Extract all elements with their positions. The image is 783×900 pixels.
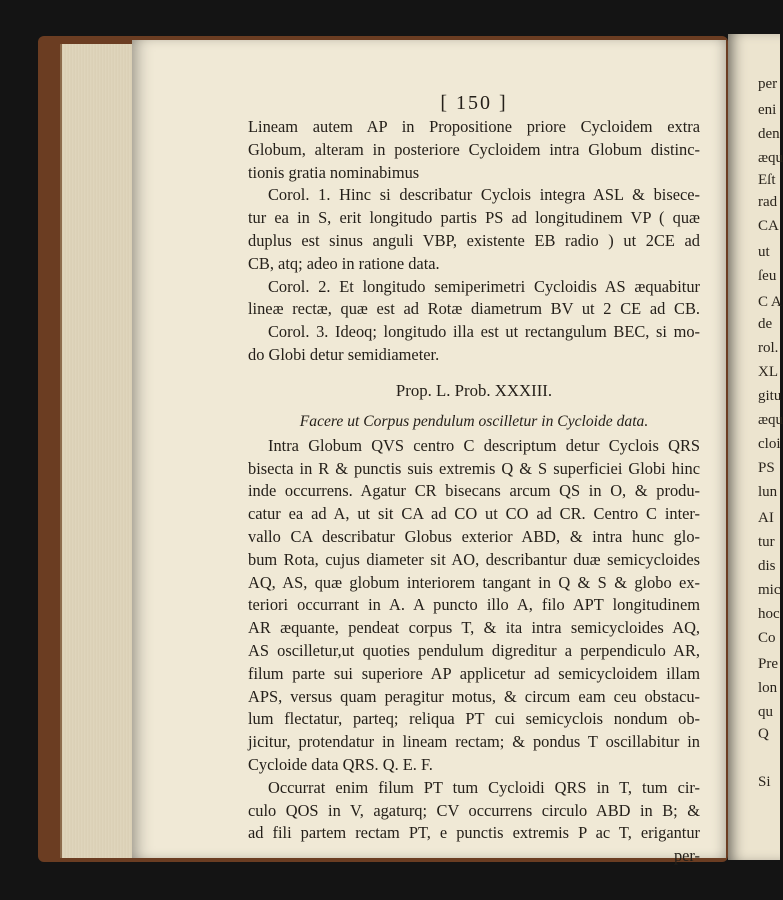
adjacent-page-fragment: den (758, 126, 780, 142)
adjacent-page-fragment: lon (758, 680, 778, 696)
body-line: Occurrat enim filum PT tum Cycloidi QRS in T, tum cir- (268, 777, 700, 797)
body-line: jicitur, protendatur in lineam rectam; & pondus T oscillabitur in (248, 732, 700, 752)
body-line: AQ, AS, quæ globum interiorem tangant in Q & S & globo ex- (248, 572, 700, 592)
text-line: CB, atq; adeo in ratione data. (248, 253, 440, 273)
body-line: inde occurrens. Agatur CR bisecans arcum QS in O, & produ- (248, 481, 700, 501)
corollary-3: Corol. 3. Ideoq; longitudo illa est ut rectangulum BEC, si mo- (268, 322, 700, 342)
page-number: [ 150 ] (440, 92, 508, 114)
body-line: AS oscilletur,ut quoties pendulum digreditur a perpendiculo AR, (248, 640, 700, 660)
adjacent-page-fragment: æqu (758, 150, 783, 166)
adjacent-page-fragment: de (758, 316, 773, 332)
body-line: filum parte sui superiore AP applicetur ad semicycloidem illam (248, 663, 700, 683)
adjacent-page-fragment: qu (758, 704, 773, 720)
problem-statement: Facere ut Corpus pendulum oscilletur in Cycloide data. (299, 412, 649, 430)
adjacent-page-fragment: Pre (758, 656, 778, 672)
catchword: per- (673, 846, 700, 866)
body-line: ad fili partem rectam PT, e punctis extremis P ac T, erigantur (248, 823, 700, 843)
text-line: duplus est sinus anguli VBP, existente EB radio ) ut 2CE ad (248, 230, 700, 250)
body-line: culo QOS in V, agaturq; CV occurrens circulo ABD in B; & (248, 800, 700, 820)
adjacent-page-fragment: hoc (758, 606, 780, 622)
adjacent-page-fragment: rol. (758, 340, 779, 356)
body-line: bisecta in R & punctis suis extremis Q & S superficiei Globi hinc (248, 458, 700, 478)
right-page-fragment (728, 34, 783, 860)
body-line: Intra Globum QVS centro C descriptum detur Cyclois QRS (268, 435, 700, 455)
body-line: catur ea ad A, ut sit CA ad CO ut CO ad CR. Centro C inter- (248, 504, 700, 524)
adjacent-page-fragment: tur (758, 534, 775, 550)
adjacent-page-fragment: lun (758, 484, 778, 500)
body-line: teriori occurrant in A. A puncto illo A, filo APT longitudinem (248, 595, 700, 615)
proposition-heading: Prop. L. Prob. XXXIII. (395, 380, 553, 400)
adjacent-page-fragment: gitu (758, 388, 782, 404)
body-line: APS, versus quam peragitur motus, & circum eam ceu obstacu- (248, 686, 700, 706)
adjacent-page-fragment: CA (758, 218, 779, 234)
adjacent-page-fragment: Si (758, 774, 771, 790)
body-line: bum Rota, cujus diameter sit AO, describantur duæ semicycloides (248, 549, 700, 569)
adjacent-page-fragment: rad (758, 194, 778, 210)
text-line: Globum, alteram in posteriore Cycloidem intra Globum distinc- (248, 139, 700, 159)
adjacent-page-fragment: XL (758, 364, 778, 380)
text-line: lineæ rectæ, quæ est ad Rotæ diametrum BV ut 2 CE ad CB. (248, 299, 700, 319)
text-line: Lineam autem AP in Propositione priore Cycloidem extra (248, 117, 700, 136)
text-line: do Globi detur semidiameter. (248, 344, 440, 364)
adjacent-page-fragment: AI (758, 510, 774, 526)
adjacent-page-fragment: eni (758, 102, 777, 118)
body-line: AR æquante, pendeat corpus T, & ita intra semicycloides AQ, (248, 618, 700, 638)
text-line: tur ea in S, erit longitudo partis PS ad longitudinem VP ( quæ (248, 208, 700, 228)
page-edges (60, 44, 140, 858)
adjacent-page-fragment: C A (758, 294, 782, 310)
adjacent-page-fragment: cloi (758, 436, 781, 452)
adjacent-page-fragment: Co (758, 630, 776, 646)
adjacent-page-fragment: PS (758, 460, 775, 476)
body-line: vallo CA describatur Globus exterior ABD, & intra hunc glo- (248, 526, 700, 546)
adjacent-page-fragment: dis (758, 558, 776, 574)
body-line: lum flectatur, parteq; reliqua PT cui semicyclois nondum ob- (248, 709, 700, 729)
adjacent-page-fragment: Q (758, 726, 769, 742)
adjacent-page-fragment: mic (758, 582, 781, 598)
body-line: Cycloide data QRS. Q. E. F. (248, 754, 433, 774)
adjacent-page-fragment: per (758, 76, 778, 92)
adjacent-page-fragment: ſeu (758, 268, 777, 284)
adjacent-page-fragment: æqu (758, 412, 783, 428)
corollary-2: Corol. 2. Et longitudo semiperimetri Cycloidis AS æquabitur (268, 276, 700, 296)
text-line: tionis gratia nominabimus (248, 162, 420, 182)
page-text (248, 92, 700, 867)
corollary-1: Corol. 1. Hinc si describatur Cyclois integra ASL & bisece- (268, 185, 700, 205)
adjacent-page-fragment: Eſt (758, 172, 776, 188)
adjacent-page-fragment: ut (758, 244, 770, 260)
